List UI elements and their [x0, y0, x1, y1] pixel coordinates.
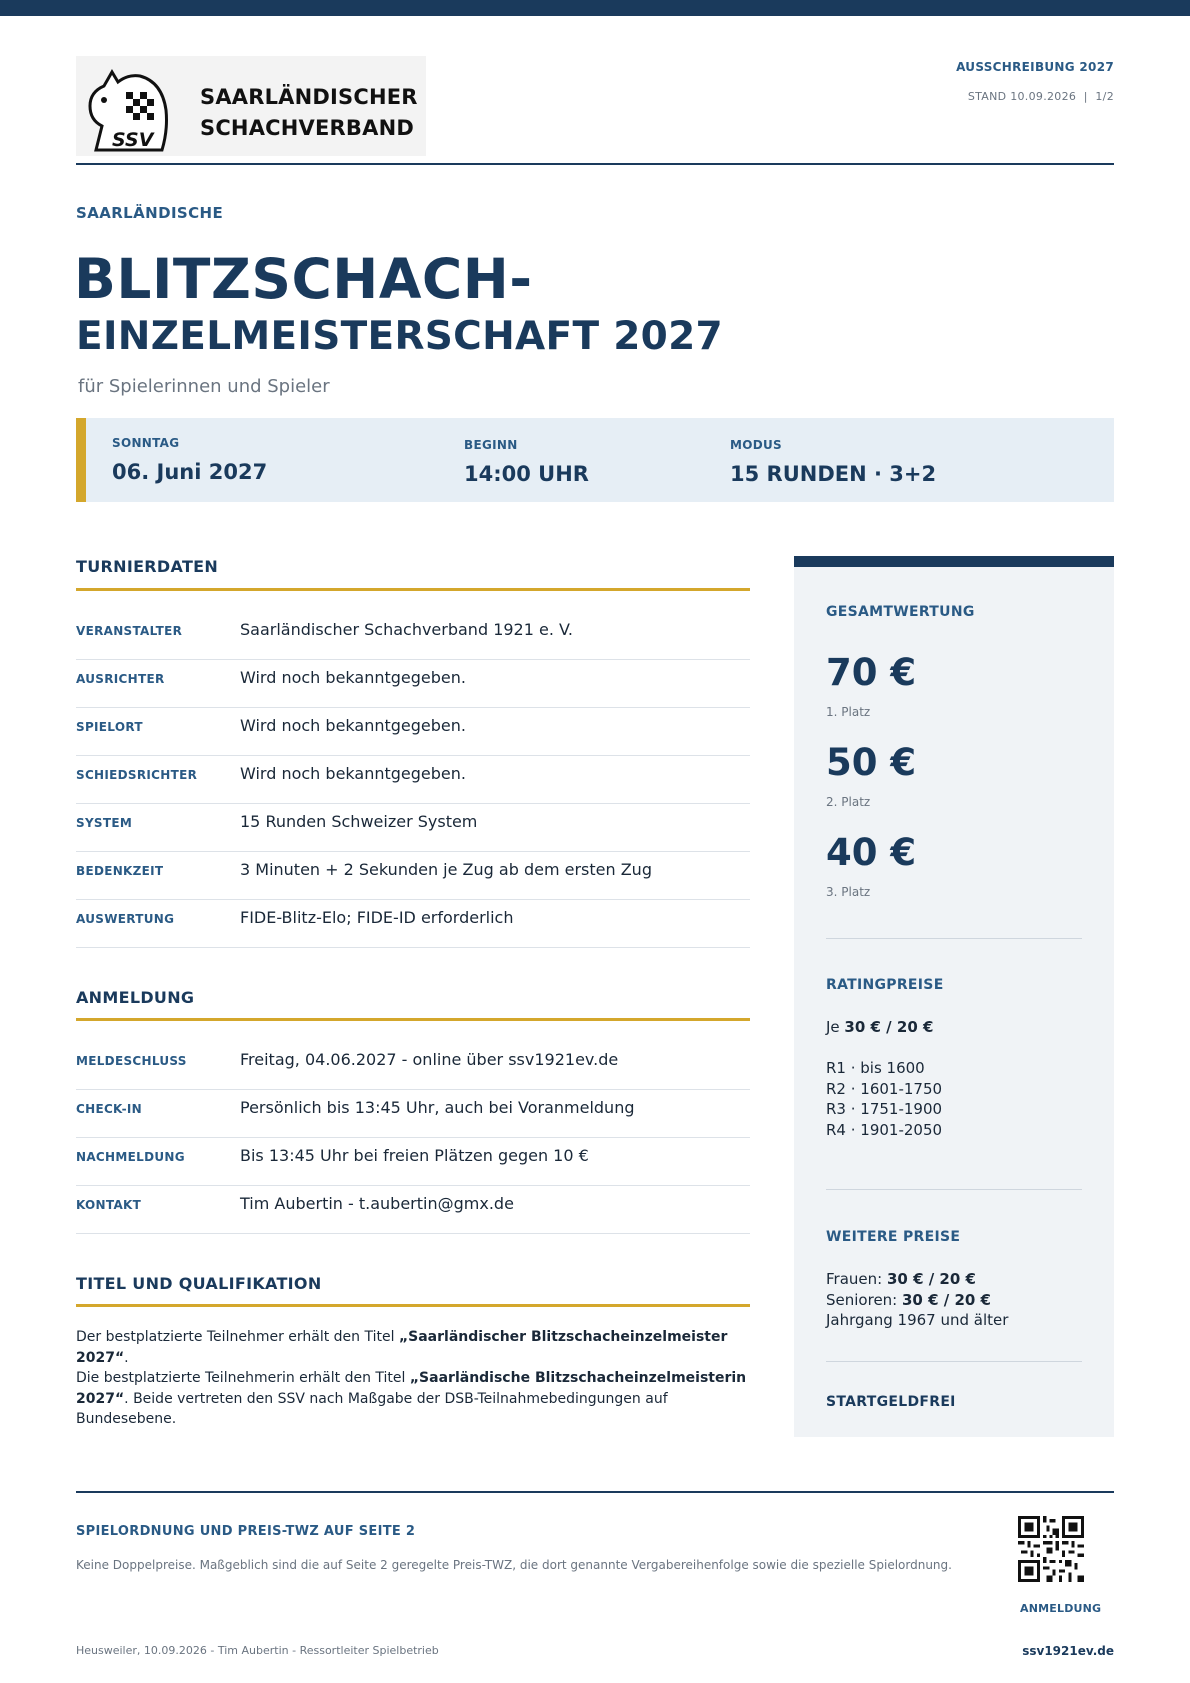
row-value: Wird noch bekanntgegeben. — [240, 716, 466, 735]
row-value: Bis 13:45 Uhr bei freien Plätzen gegen 10 € — [240, 1146, 589, 1165]
info-mode-label: MODUS — [730, 438, 782, 452]
row-value: Tim Aubertin - t.aubertin@gmx.de — [240, 1194, 514, 1213]
row-label: VERANSTALTER — [76, 624, 183, 638]
table-row — [76, 1138, 750, 1186]
table-row — [76, 1186, 750, 1234]
row-label: CHECK-IN — [76, 1102, 142, 1116]
info-start-label: BEGINN — [464, 438, 518, 452]
rating-class: R2 · 1601-1750 — [826, 1079, 943, 1098]
info-date-label: SONNTAG — [112, 436, 180, 450]
event-info-bar — [76, 418, 1114, 502]
rating-amount: 30 € / 20 € — [844, 1018, 934, 1036]
document-stand: STAND 10.09.2026 | 1/2 — [967, 90, 1114, 103]
logo-wordmark — [200, 82, 418, 144]
titel-text: Der bestplatzierte Teilnehmer erhält den Titel — [76, 1329, 399, 1345]
startgeld-badge: STARTGELDFREI — [826, 1394, 956, 1410]
rating-amount-line — [826, 1017, 933, 1038]
row-value: Wird noch bekanntgegeben. — [240, 668, 466, 687]
titel-paragraph — [76, 1327, 756, 1430]
info-bar-accent — [76, 418, 86, 502]
row-value: FIDE-Blitz-Elo; FIDE-ID erforderlich — [240, 908, 514, 927]
table-row — [76, 1042, 750, 1090]
row-label: SYSTEM — [76, 816, 133, 830]
row-label: NACHMELDUNG — [76, 1150, 185, 1164]
rating-je: Je — [826, 1018, 845, 1036]
row-label: SPIELORT — [76, 720, 143, 734]
info-start — [464, 438, 589, 486]
info-date-value: 06. Juni 2027 — [112, 460, 268, 484]
section-rule — [76, 588, 750, 591]
row-value: 15 Runden Schweizer System — [240, 812, 478, 831]
row-value: Persönlich bis 13:45 Uhr, auch bei Voranmeldung — [240, 1098, 635, 1117]
section-rule — [76, 1018, 750, 1021]
sidebar-heading-gesamt: GESAMTWERTUNG — [826, 604, 975, 620]
rating-class: R1 · bis 1600 — [826, 1059, 925, 1077]
titel-women: „Saarländische Blitzschacheinzelmeisterin 2027“ — [76, 1370, 747, 1407]
prize-place: 3. Platz — [826, 885, 871, 899]
row-value: Saarländischer Schachverband 1921 e. V. — [240, 620, 573, 639]
row-label: KONTAKT — [76, 1198, 142, 1212]
row-value: Wird noch bekanntgegeben. — [240, 764, 466, 783]
table-row — [76, 852, 750, 900]
page-subtitle: für Spielerinnen und Spieler — [78, 376, 330, 397]
table-row — [76, 660, 750, 708]
frauen-label: Frauen: — [826, 1270, 887, 1288]
row-value: Freitag, 04.06.2027 - online über ssv1921ev.de — [240, 1050, 619, 1069]
sidebar-heading-weitere: WEITERE PREISE — [826, 1229, 961, 1245]
row-label: MELDESCHLUSS — [76, 1054, 187, 1068]
ssv-logo — [76, 56, 426, 156]
rating-class: R3 · 1751-1900 — [826, 1100, 943, 1118]
row-label: AUSRICHTER — [76, 672, 165, 686]
prize-amount: 70 € — [826, 651, 917, 694]
row-label: AUSWERTUNG — [76, 912, 175, 926]
page-title-line-1: BLITZSCHACH- — [74, 247, 533, 311]
frauen-line — [826, 1269, 1008, 1290]
table-row — [76, 756, 750, 804]
table-row — [76, 1090, 750, 1138]
table-row — [76, 708, 750, 756]
row-label: SCHIEDSRICHTER — [76, 768, 198, 782]
footer-note: Keine Doppelpreise. Maßgeblich sind die auf Seite 2 geregelte Preis-TWZ, die dort genannte Vergabereihenfolge sowie die spezielle Spielordnung. — [76, 1558, 952, 1572]
rating-classes — [826, 1058, 942, 1140]
frauen-amount: 30 € / 20 € — [886, 1270, 976, 1288]
senioren-label: Senioren: — [826, 1290, 902, 1309]
qr-label: ANMELDUNG — [1020, 1602, 1102, 1615]
section-heading-turnierdaten: TURNIERDATEN — [76, 557, 219, 576]
knight-emblem-icon — [82, 64, 178, 154]
table-row — [76, 804, 750, 852]
titel-text: . Beide vertreten den SSV nach Maßgabe der DSB-Teilnahmebedingungen auf Bundesebene. — [76, 1390, 668, 1427]
header-divider — [76, 163, 1114, 165]
row-value: 3 Minuten + 2 Sekunden je Zug ab dem ersten Zug — [240, 860, 652, 879]
sidebar-divider — [826, 938, 1082, 939]
sidebar-divider — [826, 1189, 1082, 1190]
senioren-line — [826, 1290, 1008, 1311]
senioren-amount: 30 € / 20 € — [902, 1290, 991, 1309]
weitere-preise-list — [826, 1269, 1008, 1331]
sidebar-divider — [826, 1361, 1082, 1362]
prize-place: 1. Platz — [826, 705, 871, 719]
qr-code-icon[interactable] — [1018, 1516, 1084, 1582]
info-mode-value: 15 RUNDEN · 3+2 — [730, 462, 937, 486]
rating-class: R4 · 1901-2050 — [826, 1120, 943, 1139]
section-rule — [76, 1304, 750, 1307]
footer-signature: Heusweiler, 10.09.2026 - Tim Aubertin - Ressortleiter Spielbetrieb — [76, 1644, 439, 1657]
logo-line-1: SAARLÄNDISCHER — [200, 85, 418, 109]
section-heading-titel: TITEL UND QUALIFIKATION — [76, 1274, 322, 1293]
prize-place: 2. Platz — [826, 795, 871, 809]
top-bar — [0, 0, 1190, 16]
sidebar-heading-rating: RATINGPREISE — [826, 977, 944, 993]
senioren-note: Jahrgang 1967 und älter — [826, 1311, 1009, 1329]
titel-men: „Saarländischer Blitzschacheinzelmeister 2027“ — [76, 1329, 728, 1366]
titel-text: . — [124, 1349, 129, 1366]
section-heading-anmeldung: ANMELDUNG — [76, 988, 195, 1007]
footer-website-link[interactable]: ssv1921ev.de — [1022, 1644, 1114, 1658]
title-kicker: SAARLÄNDISCHE — [76, 204, 224, 222]
table-row — [76, 612, 750, 660]
logo-badge-text: SSV — [112, 129, 154, 151]
table-row — [76, 900, 750, 948]
prize-amount: 40 € — [826, 831, 917, 874]
document-label: AUSSCHREIBUNG 2027 — [956, 60, 1114, 74]
info-date — [112, 436, 267, 484]
prize-amount: 50 € — [826, 741, 917, 784]
sidebar-top-bar — [794, 556, 1114, 567]
titel-text: Die bestplatzierte Teilnehmerin erhält den Titel — [76, 1370, 410, 1386]
logo-line-2: SCHACHVERBAND — [200, 116, 414, 140]
page-title-line-2: EINZELMEISTERSCHAFT 2027 — [76, 314, 723, 359]
row-label: BEDENKZEIT — [76, 864, 164, 878]
footer-divider — [76, 1491, 1114, 1493]
info-mode — [730, 438, 936, 486]
footer-title: SPIELORDNUNG UND PREIS-TWZ AUF SEITE 2 — [76, 1524, 416, 1539]
info-start-value: 14:00 UHR — [464, 462, 589, 486]
document-meta — [956, 60, 1114, 103]
prize-sidebar — [794, 567, 1114, 1437]
